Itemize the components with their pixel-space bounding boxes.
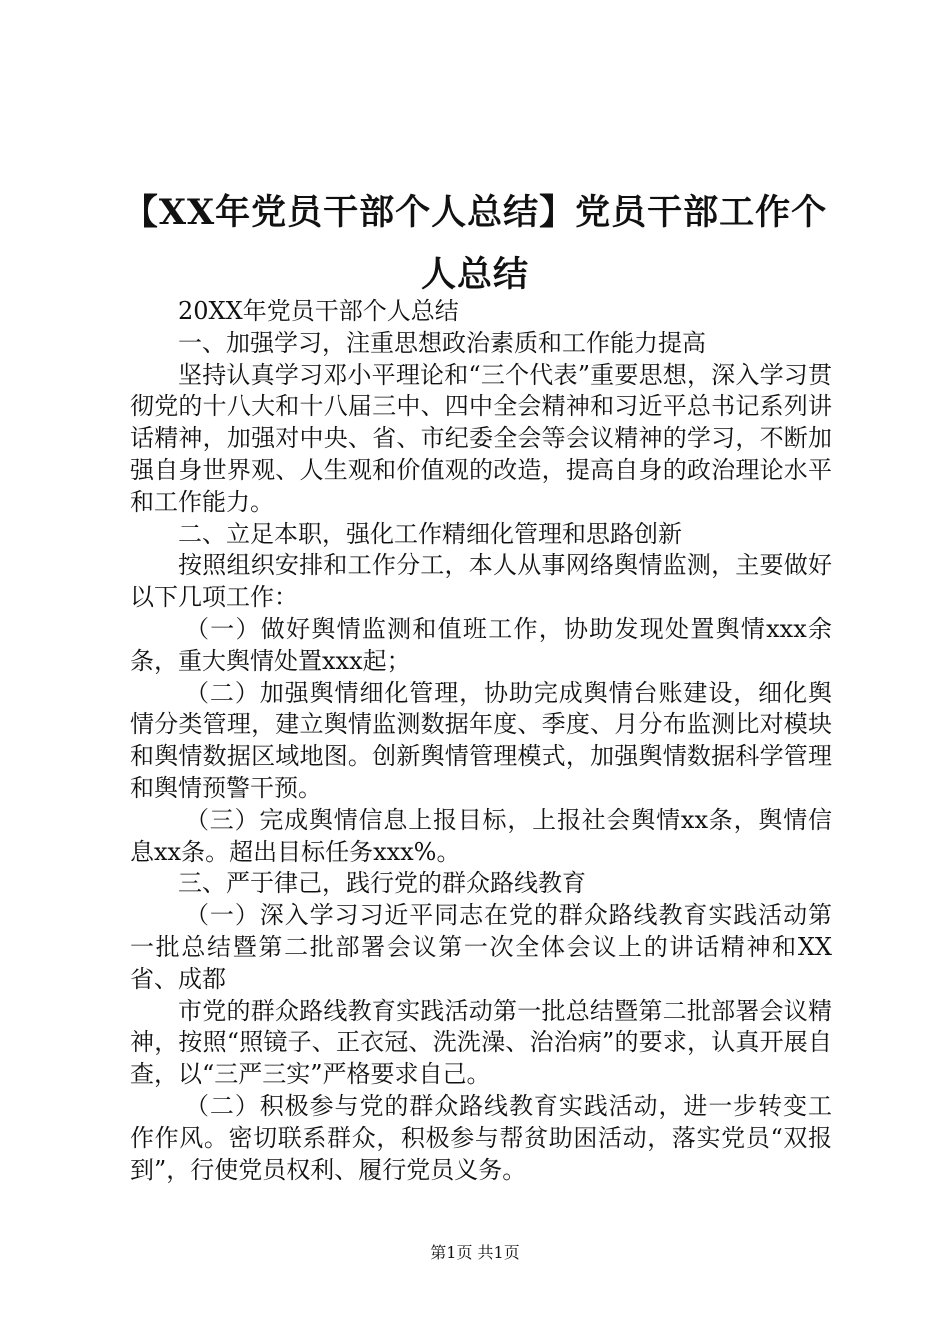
list-item: （一）做好舆情监测和值班工作，协助发现处置舆情xxx余条，重大舆情处置xxx起； [130,614,832,675]
paragraph-heading-year: 20XX年党员干部个人总结 [178,297,459,325]
list-item: （三）完成舆情信息上报目标，上报社会舆情xx条，舆情信息xx条。超出目标任务xxx%。 [130,805,832,866]
list-item: （一）深入学习习近平同志在党的群众路线教育实践活动第一批总结暨第二批部署会议第一次全体会议上的讲话精神和XX省、成都 [130,901,832,993]
section-heading-2: 二、立足本职，强化工作精细化管理和思路创新 [178,519,682,548]
document-body [130,296,832,1186]
section-heading-3: 三、严于律己，践行党的群众路线教育 [178,869,586,898]
paragraph: 按照组织安排和工作分工，本人从事网络舆情监测，主要做好以下几项工作： [130,551,832,612]
paragraph: 市党的群众路线教育实践活动第一批总结暨第二批部署会议精神，按照“照镜子、正衣冠、洗洗澡、治治病”的要求，认真开展自查，以“三严三实”严格要求自己。 [130,996,832,1089]
list-item: （二）积极参与党的群众路线教育实践活动，进一步转变工作作风。密切联系群众，积极参与帮贫助困活动，落实党员“双报到”，行使党员权利、履行党员义务。 [130,1091,832,1184]
section-heading-1: 一、加强学习，注重思想政治素质和工作能力提高 [178,328,706,357]
list-item: （二）加强舆情细化管理，协助完成舆情台账建设，细化舆情分类管理，建立舆情监测数据年度、季度、月分布监测比对模块和舆情数据区域地图。创新舆情管理模式，加强舆情数据科学管理和舆情预警干预。 [130,678,832,802]
paragraph: 坚持认真学习邓小平理论和“三个代表”重要思想，深入学习贯彻党的十八大和十八届三中、四中全会精神和习近平总书记系列讲话精神，加强对中央、省、市纪委全会等会议精神的学习，不断加强自身世界观、人生观和价值观的改造，提高自身的政治理论水平和工作能力。 [130,360,832,516]
document-title: 【XX年党员干部个人总结】党员干部工作个人总结 [122,192,828,295]
page-footer: 第1页 共1页 [430,1243,520,1262]
